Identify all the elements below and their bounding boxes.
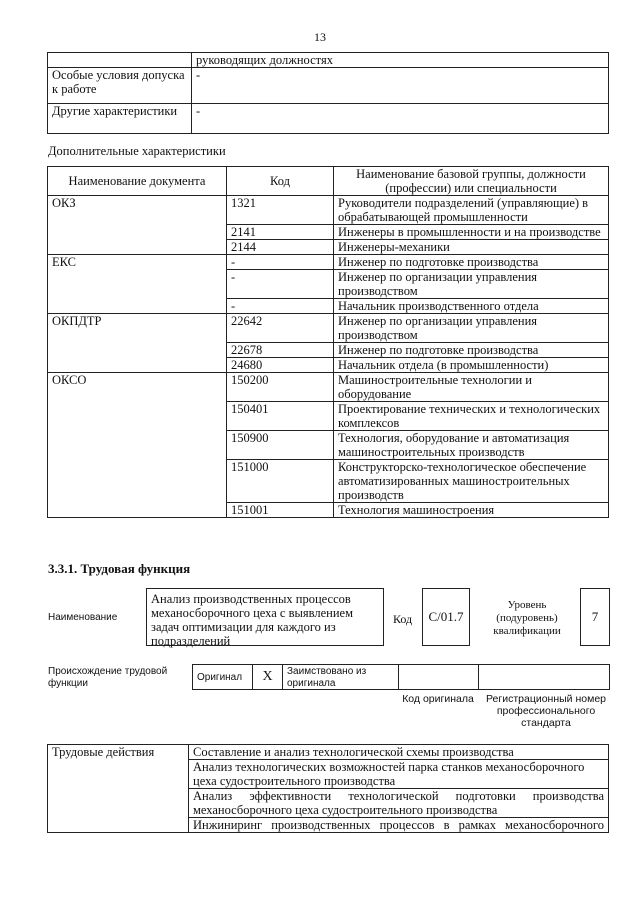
table-cell-label	[48, 53, 192, 68]
table-row	[48, 196, 609, 225]
page-number: 13	[314, 30, 326, 44]
origin-mark-cell: X	[253, 665, 283, 689]
labor-action-item: Анализ эффективности технологической подготовки производства механосборочного цеха судостроительного производства	[189, 789, 609, 818]
table-cell-value: -	[192, 68, 609, 104]
additional-characteristics-title: Дополнительные характеристики	[48, 144, 226, 158]
code-cell: 24680	[227, 358, 334, 373]
name-cell: Инженер по подготовке производства	[334, 343, 609, 358]
table-row	[48, 314, 609, 343]
table-row	[48, 745, 609, 760]
name-cell: Конструкторско-технологическое обеспечение автоматизированных машиностроительных производств	[334, 460, 609, 503]
table-row	[48, 104, 609, 134]
name-cell: Инженеры-механики	[334, 240, 609, 255]
name-cell: Руководители подразделений (управляющие) в обрабатывающей промышленности	[334, 196, 609, 225]
code-cell: 22642	[227, 314, 334, 343]
top-characteristics-table	[47, 52, 609, 134]
column-header-document: Наименование документа	[48, 167, 227, 196]
name-cell: Машиностроительные технологии и оборудование	[334, 373, 609, 402]
column-header-name: Наименование базовой группы, должности (профессии) или специальности	[334, 167, 609, 196]
level-label: Уровень (подуровень) квалификации	[493, 599, 561, 637]
code-label: Код	[393, 612, 413, 626]
origin-original-label: Оригинал	[197, 672, 243, 683]
registration-number-caption: Регистрационный номер профессионального стандарта	[486, 693, 606, 729]
code-cell: 150900	[227, 431, 334, 460]
doc-cell: ОКПДТР	[48, 314, 227, 373]
table-row	[48, 53, 609, 68]
name-cell: Начальник производственного отдела	[334, 299, 609, 314]
name-cell: Проектирование технических и технологических комплексов	[334, 402, 609, 431]
function-code-box: С/01.7	[422, 588, 470, 646]
name-label: Наименование	[48, 612, 118, 623]
code-cell: -	[227, 255, 334, 270]
labor-action-item: Инжиниринг производственных процессов в рамках механосборочного	[189, 818, 609, 833]
table-row	[48, 373, 609, 402]
doc-cell: ЕКС	[48, 255, 227, 314]
name-cell: Инженеры в промышленности и на производстве	[334, 225, 609, 240]
origin-label: Происхождение трудовой функции	[48, 666, 168, 689]
origin-original-cell	[193, 665, 253, 689]
origin-row	[192, 664, 610, 690]
table-row	[48, 255, 609, 270]
table-cell-label: Особые условия допуска к работе	[48, 68, 192, 104]
name-cell: Технология, оборудование и автоматизация машиностроительных производств	[334, 431, 609, 460]
name-cell: Технология машиностроения	[334, 503, 609, 518]
table-cell-value: руководящих должностях	[192, 53, 609, 68]
original-code-cell	[399, 665, 479, 689]
name-cell: Начальник отдела (в промышленности)	[334, 358, 609, 373]
name-cell: Инженер по организации управления производством	[334, 270, 609, 299]
labor-action-item: Составление и анализ технологической схемы производства	[189, 745, 609, 760]
function-name-box: Анализ производственных процессов механосборочного цеха с выявлением задач оптимизации для каждого из подразделений	[146, 588, 384, 646]
name-cell: Инженер по подготовке производства	[334, 255, 609, 270]
code-cell: 151001	[227, 503, 334, 518]
code-cell: 22678	[227, 343, 334, 358]
doc-cell: ОКЗ	[48, 196, 227, 255]
section-heading: 3.3.1. Трудовая функция	[48, 561, 191, 576]
code-cell: 150200	[227, 373, 334, 402]
labor-actions-table	[47, 744, 609, 833]
origin-borrowed-cell	[283, 665, 399, 689]
table-cell-label: Другие характеристики	[48, 104, 192, 134]
classification-table	[47, 166, 609, 518]
code-cell: 151000	[227, 460, 334, 503]
table-cell-value: -	[192, 104, 609, 134]
code-cell: -	[227, 270, 334, 299]
code-cell: 2144	[227, 240, 334, 255]
origin-borrowed-label: Заимствовано из оригинала	[287, 666, 367, 689]
table-header-row	[48, 167, 609, 196]
code-cell: 150401	[227, 402, 334, 431]
labor-action-item: Анализ технологических возможностей парка станков механосборочного цеха судостроительного производства	[189, 760, 609, 789]
labor-actions-label: Трудовые действия	[48, 745, 189, 833]
registration-number-cell	[479, 665, 609, 689]
code-cell: 1321	[227, 196, 334, 225]
name-cell: Инженер по организации управления производством	[334, 314, 609, 343]
column-header-code: Код	[227, 167, 334, 196]
table-row	[48, 68, 609, 104]
original-code-caption: Код оригинала	[402, 693, 474, 705]
doc-cell: ОКСО	[48, 373, 227, 518]
level-value-box: 7	[580, 588, 610, 646]
code-cell: 2141	[227, 225, 334, 240]
code-cell: -	[227, 299, 334, 314]
